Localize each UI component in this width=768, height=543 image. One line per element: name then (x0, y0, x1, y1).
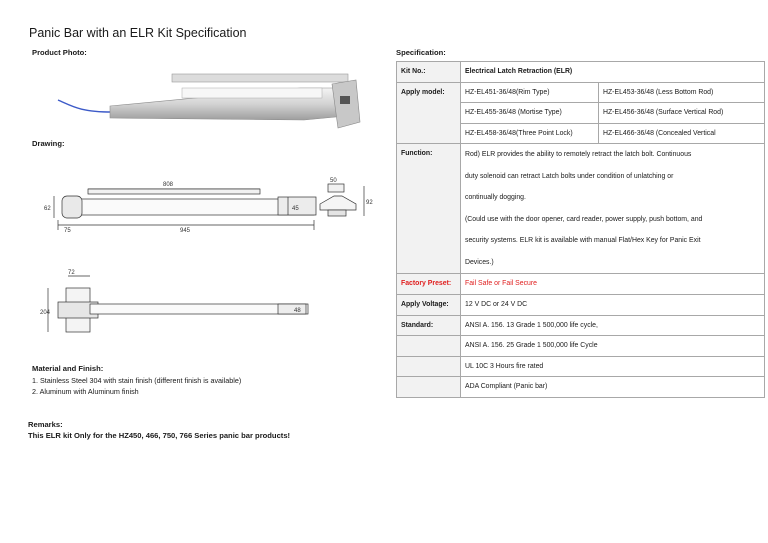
table-row (397, 294, 765, 315)
kit-value: Electrical Latch Retraction (ELR) (461, 62, 765, 83)
apply-model-label: Apply model: (397, 82, 461, 144)
standard-label: Standard: (397, 315, 461, 336)
function-line: Devices.) (465, 258, 494, 266)
empty-label-cell (397, 336, 461, 357)
model-cell: HZ-EL456-36/48 (Surface Vertical Rod) (599, 103, 765, 124)
remarks-text: This ELR kit Only for the HZ450, 466, 750, 766 Series panic bar products! (28, 431, 291, 440)
dim-height-right: 45 (292, 206, 299, 212)
standard-value: ADA Compliant (Panic bar) (461, 377, 765, 398)
remarks-heading: Remarks: (28, 420, 63, 429)
factory-preset-value: Fail Safe or Fail Secure (461, 274, 765, 295)
dim-overall-length: 945 (180, 228, 191, 234)
table-row (397, 377, 765, 398)
table-row (397, 336, 765, 357)
dim-plan-width: 72 (68, 270, 75, 276)
model-cell: HZ-EL466-36/48 (Concealed Vertical (599, 123, 765, 144)
dim-height-left: 62 (44, 206, 51, 212)
plan-view-drawing (38, 266, 318, 336)
standard-value: ANSI A. 156. 13 Grade 1 500,000 life cycle, (461, 315, 765, 336)
function-line: duty solenoid can retract Latch bolts under condition of unlatching or (465, 172, 674, 180)
material-heading: Material and Finish: (32, 364, 104, 373)
drawing-label: Drawing: (32, 139, 65, 148)
factory-preset-label: Factory Preset: (397, 274, 461, 295)
kit-label: Kit No.: (397, 62, 461, 83)
voltage-label: Apply Voltage: (397, 294, 461, 315)
dim-side-height: 92 (366, 200, 373, 206)
material-item-2: 2. Aluminum with Aluminum finish (32, 387, 139, 396)
table-row (397, 62, 765, 83)
front-elevation-drawing (38, 172, 388, 242)
model-cell: HZ-EL455-36/48 (Mortise Type) (461, 103, 599, 124)
table-row (397, 356, 765, 377)
model-cell: HZ-EL458-36/48(Three Point Lock) (461, 123, 599, 144)
model-cell: HZ-EL453-36/48 (Less Bottom Rod) (599, 82, 765, 103)
page-title: Panic Bar with an ELR Kit Specification (29, 26, 247, 40)
model-cell: HZ-EL451-36/48(Rim Type) (461, 82, 599, 103)
empty-label-cell (397, 377, 461, 398)
dim-plan-right: 48 (294, 308, 301, 314)
dim-plan-height: 204 (40, 310, 51, 316)
spec-heading: Specification: (396, 48, 446, 57)
product-photo-label: Product Photo: (32, 48, 87, 57)
standard-value: ANSI A. 156. 25 Grade 1 500,000 life Cycle (461, 336, 765, 357)
dim-bottom-small: 75 (64, 228, 71, 234)
voltage-value: 12 V DC or 24 V DC (461, 294, 765, 315)
function-line: (Could use with the door opener, card reader, power supply, push bottom, and (465, 215, 703, 223)
table-row (397, 144, 765, 274)
dim-side-top: 50 (330, 178, 337, 184)
dim-top-width: 808 (163, 182, 174, 188)
table-row (397, 274, 765, 295)
table-row (397, 82, 765, 103)
material-item-1: 1. Stainless Steel 304 with stain finish (different finish is available) (32, 376, 242, 385)
function-label: Function: (397, 144, 461, 274)
table-row (397, 315, 765, 336)
empty-label-cell (397, 356, 461, 377)
function-line: security systems. ELR kit is available with manual Flat/Hex Key for Panic Exit (465, 237, 701, 245)
product-photo (50, 62, 370, 134)
standard-value: UL 10C 3 Hours fire rated (461, 356, 765, 377)
function-line: Rod) ELR provides the ability to remotely retract the latch bolt. Continuous (465, 151, 692, 159)
function-line: continually dogging. (465, 194, 526, 202)
function-value (461, 144, 765, 274)
spec-table (396, 61, 765, 398)
